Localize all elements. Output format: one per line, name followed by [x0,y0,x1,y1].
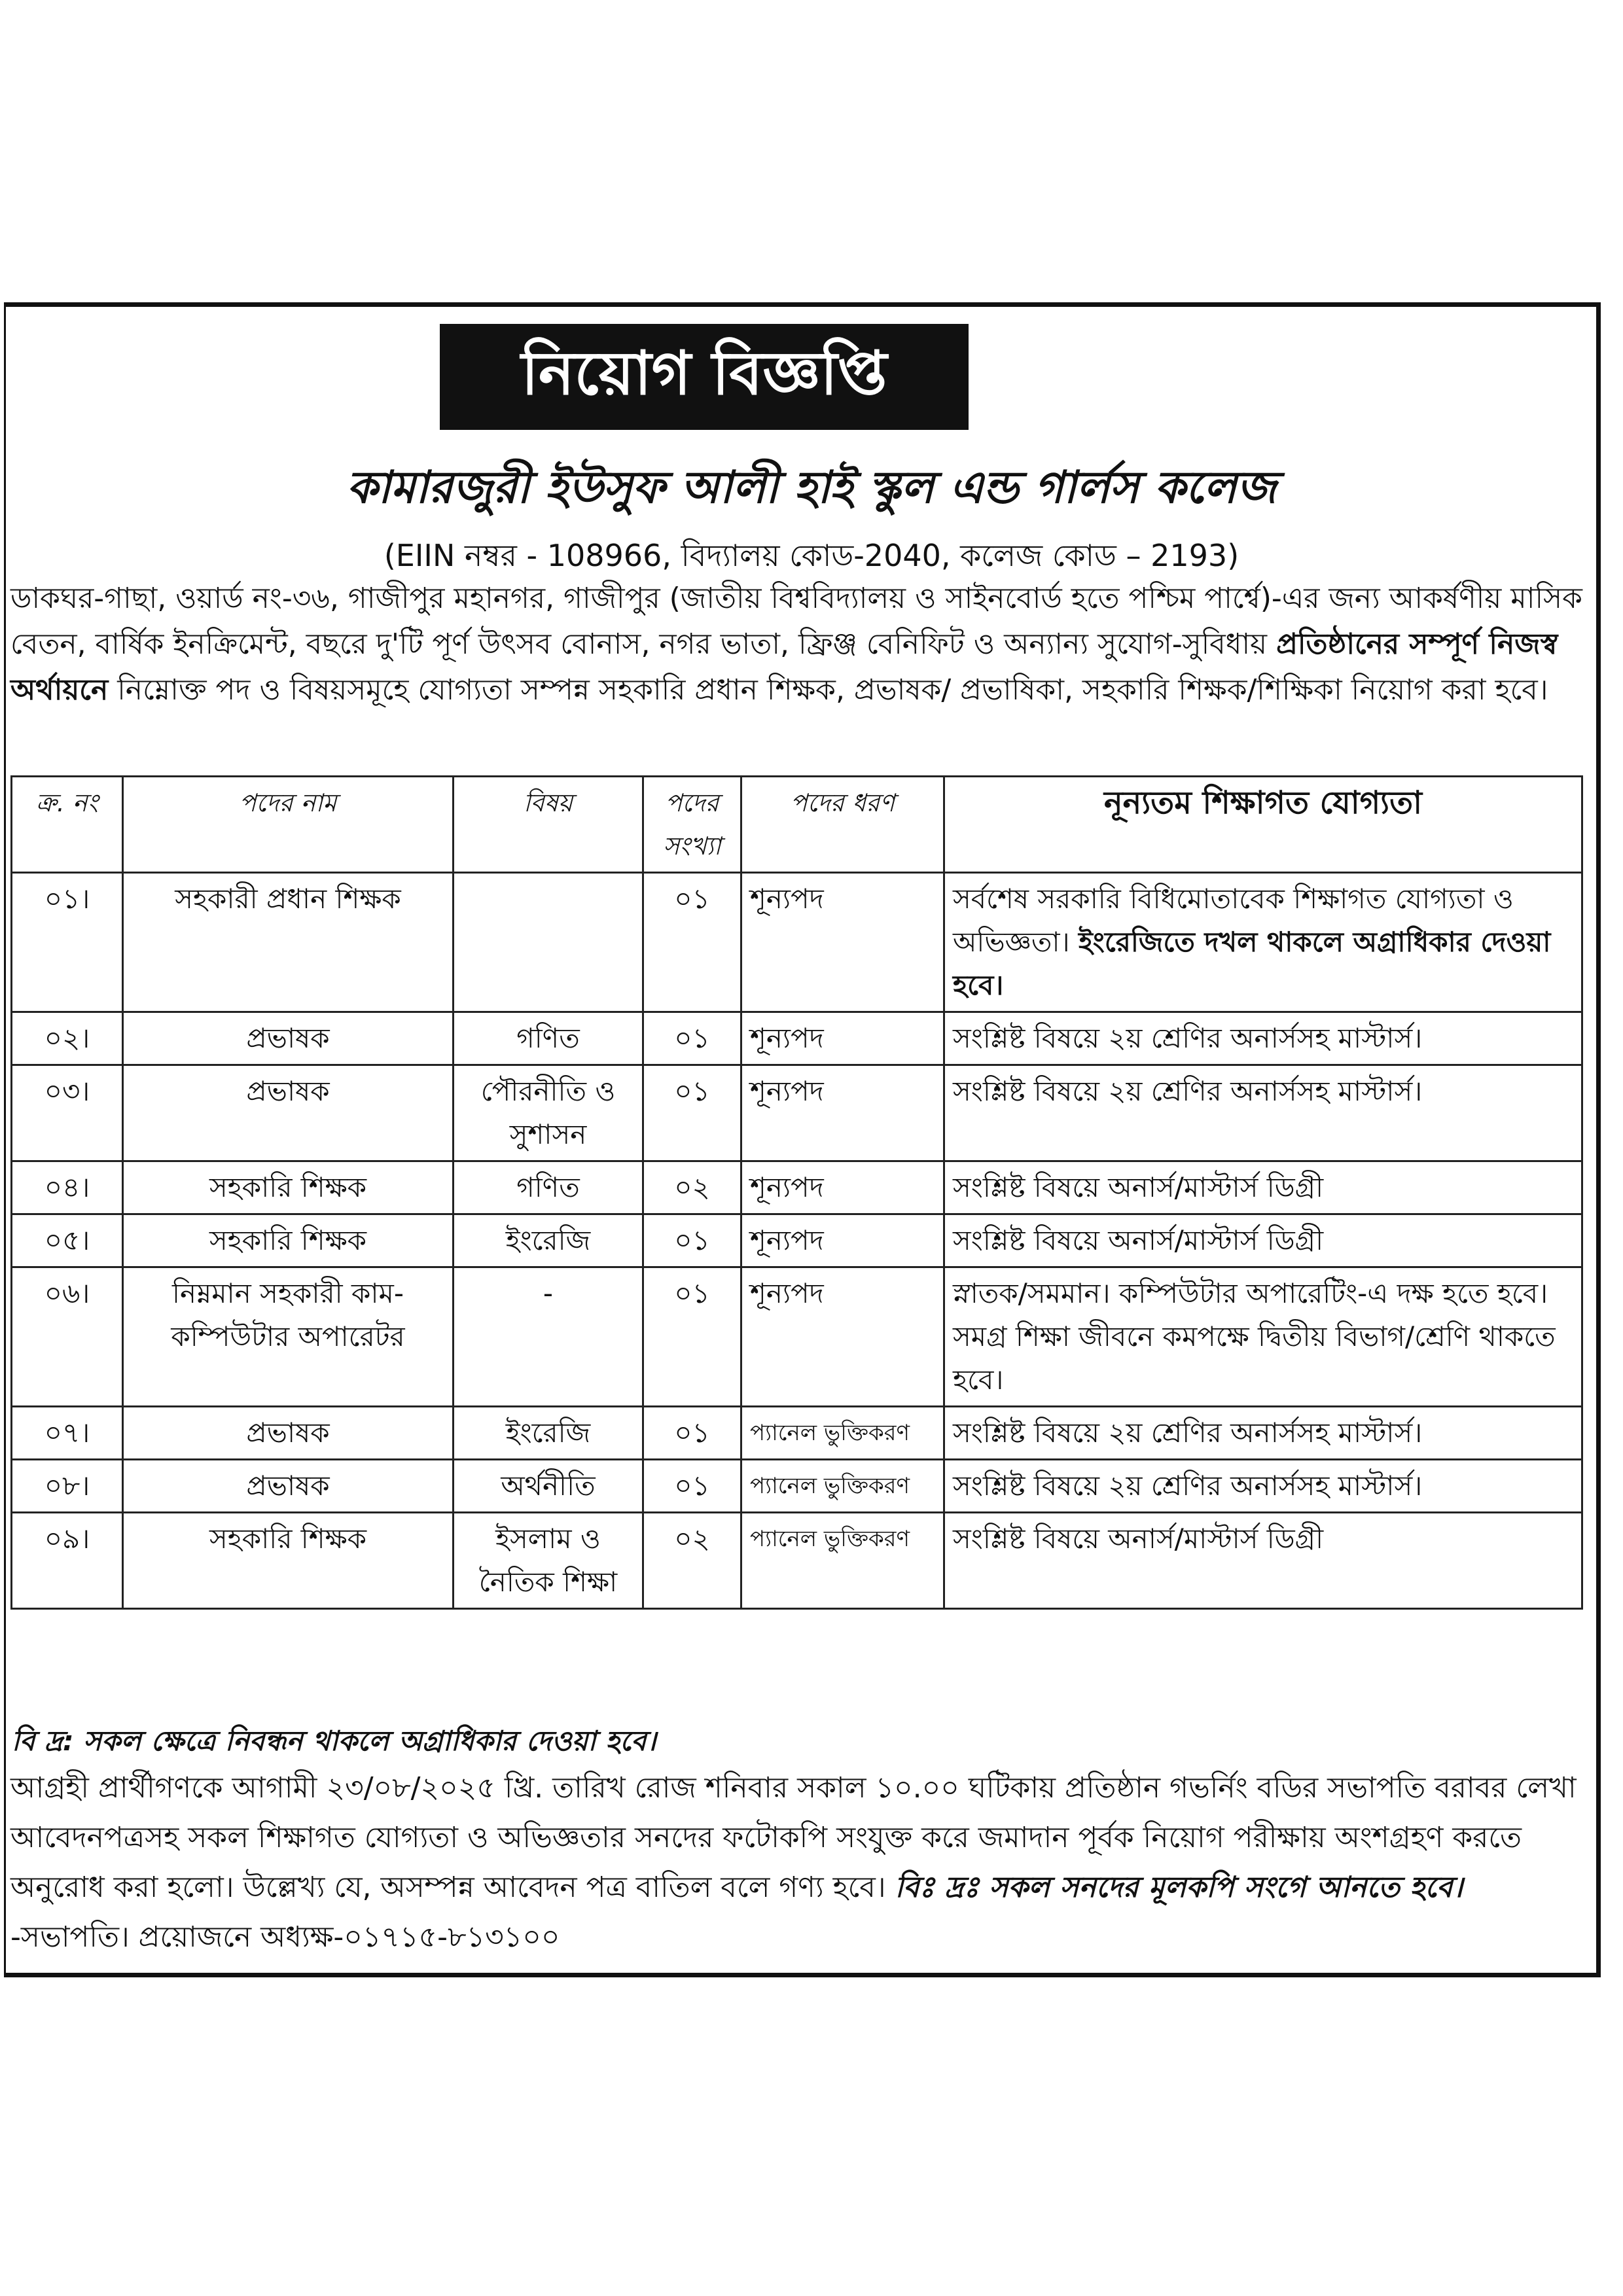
cell-type: শূন্যপদ [741,1267,944,1407]
cell-subject: গণিত [454,1012,643,1065]
table-row [12,873,1582,1012]
qualification-bold-text: ইংরেজিতে দখল থাকলে অগ্রাধিকার দেওয়া হবে। [953,926,1551,1001]
cell-type: শূন্যপদ [741,1065,944,1161]
table-row [12,1267,1582,1407]
cell-type: শূন্যপদ [741,1214,944,1267]
table-header-row [12,777,1582,873]
header-subject: বিষয় [454,777,643,873]
cell-post: প্রভাষক [123,1460,454,1513]
cell-type: শূন্যপদ [741,1012,944,1065]
cell-type: প্যানেল ভুক্তিকরণ [741,1513,944,1609]
intro-text-bold: প্রতিষ্ঠানের সম্পূর্ণ নিজস্ব অর্থায়নে [10,627,1558,707]
cell-qualification [944,873,1582,1012]
header-serial: ক্র. নং [12,777,123,873]
header-post: পদের নাম [123,777,454,873]
closing-italic-note: বিঃ দ্রঃ সকল সনদের মূলকপি সংগে আনতে হবে। [895,1871,1463,1904]
cell-serial: ০৩। [12,1065,123,1161]
table-row [12,1012,1582,1065]
table-row [12,1214,1582,1267]
intro-text-1: ডাকঘর-গাছা, ওয়ার্ড নং-৩৬, গাজীপুর মহানগর, গাজীপুর (জাতীয় বিশ্ববিদ্যালয় ও সাইনবোর্ড হতে পশ্চিম পার্শ্বে)-এর জন্য আকর্ষণীয় মাসিক বেতন, বার্ষিক ইনক্রিমেন্ট, বছরে দু'টি পূর্ণ উৎসব বোনাস, নগর ভাতা, ফ্রিঞ্জ বেনিফিট ও অন্যান্য সুযোগ-সুবিধায় [10,582,1582,661]
cell-post: প্রভাষক [123,1065,454,1161]
cell-qualification: সংশ্লিষ্ট বিষয়ে অনার্স/মাস্টার্স ডিগ্রী [944,1214,1582,1267]
cell-count: ০১ [643,1460,741,1513]
school-name: কামারজুরী ইউসুফ আলী হাই স্কুল এন্ড গার্লস কলেজ [346,462,1277,514]
cell-serial: ০৫। [12,1214,123,1267]
notice-title [440,324,969,430]
cell-subject: পৌরনীতি ও সুশাসন [454,1065,643,1161]
cell-subject: ইংরেজি [454,1214,643,1267]
cell-subject: গণিত [454,1161,643,1214]
table-row [12,1065,1582,1161]
notice-title-text: নিয়োগ বিজ্ঞপ্তি [521,338,887,408]
table-row [12,1161,1582,1214]
cell-serial: ০৪। [12,1161,123,1214]
intro-text-2: নিম্নোক্ত পদ ও বিষয়সমূহে যোগ্যতা সম্পন্ন সহকারি প্রধান শিক্ষক, প্রভাষক/ প্রভাষিকা, সহকারি শিক্ষক/শিক্ষিকা নিয়োগ করা হবে। [108,673,1548,707]
cell-subject [454,873,643,1012]
cell-count: ০২ [643,1161,741,1214]
cell-count: ০১ [643,1065,741,1161]
cell-qualification: সংশ্লিষ্ট বিষয়ে ২য় শ্রেণির অনার্সসহ মাস্টার্স। [944,1407,1582,1460]
cell-type: শূন্যপদ [741,873,944,1012]
cell-qualification: সংশ্লিষ্ট বিষয়ে ২য় শ্রেণির অনার্সসহ মাস্টার্স। [944,1065,1582,1161]
institution-codes: (EIIN নম্বর - 108966, বিদ্যালয় কোড-2040, কলেজ কোড – 2193) [383,538,1240,573]
header-qualification: নূন্যতম শিক্ষাগত যোগ্যতা [944,777,1582,873]
qualification-text: সর্বশেষ সরকারি বিধিমোতাবেক শিক্ষাগত যোগ্যতা ও অভিজ্ঞতা। [953,883,1514,958]
cell-qualification: সংশ্লিষ্ট বিষয়ে ২য় শ্রেণির অনার্সসহ মাস্টার্স। [944,1460,1582,1513]
cell-serial: ০৮। [12,1460,123,1513]
registration-note: বি দ্র: সকল ক্ষেত্রে নিবন্ধন থাকলে অগ্রাধিকার দেওয়া হবে। [12,1725,656,1757]
cell-subject: ইংরেজি [454,1407,643,1460]
cell-qualification: সংশ্লিষ্ট বিষয়ে অনার্স/মাস্টার্স ডিগ্রী [944,1161,1582,1214]
cell-qualification: স্নাতক/সমমান। কম্পিউটার অপারেটিং-এ দক্ষ হতে হবে। সমগ্র শিক্ষা জীবনে কমপক্ষে দ্বিতীয় বিভাগ/শ্রেণি থাকতে হবে। [944,1267,1582,1407]
table-row [12,1460,1582,1513]
cell-serial: ০১। [12,873,123,1012]
cell-subject: ইসলাম ও নৈতিক শিক্ষা [454,1513,643,1609]
cell-subject: - [454,1267,643,1407]
vacancy-table [10,775,1583,1610]
cell-count: ০১ [643,1407,741,1460]
cell-count: ০১ [643,1267,741,1407]
cell-type: প্যানেল ভুক্তিকরণ [741,1460,944,1513]
cell-post: সহকারি শিক্ষক [123,1161,454,1214]
cell-type: শূন্যপদ [741,1161,944,1214]
cell-post: নিম্নমান সহকারী কাম-কম্পিউটার অপারেটর [123,1267,454,1407]
table-row [12,1513,1582,1609]
closing-text-1: আগ্রহী প্রার্থীগণকে আগামী ২৩/০৮/২০২৫ খ্রি. তারিখ রোজ শনিবার সকাল ১০.০০ ঘটিকায় প্রতিষ্ঠান গভর্নিং বডির সভাপতি বরাবর লেখা আবেদনপত্রসহ সকল শিক্ষাগত যোগ্যতা ও অভিজ্ঞতার সনদের ফটোকপি সংযুক্ত করে জমাদান পূর্বক নিয়োগ পরীক্ষায় অংশগ্রহণ করতে অনুরোধ করা হলো। উল্লেখ্য যে, অসম্পন্ন আবেদন পত্র বাতিল বলে গণ্য হবে। [10,1771,1577,1904]
cell-qualification: সংশ্লিষ্ট বিষয়ে অনার্স/মাস্টার্স ডিগ্রী [944,1513,1582,1609]
cell-type: প্যানেল ভুক্তিকরণ [741,1407,944,1460]
cell-count: ০১ [643,1012,741,1065]
cell-serial: ০৯। [12,1513,123,1609]
cell-count: ০২ [643,1513,741,1609]
cell-serial: ০২। [12,1012,123,1065]
cell-post: প্রভাষক [123,1012,454,1065]
cell-count: ০১ [643,873,741,1012]
cell-post: সহকারি শিক্ষক [123,1214,454,1267]
cell-qualification: সংশ্লিষ্ট বিষয়ে ২য় শ্রেণির অনার্সসহ মাস্টার্স। [944,1012,1582,1065]
header-count: পদের সংখ্যা [643,777,741,873]
cell-serial: ০৭। [12,1407,123,1460]
closing-text-2: -সভাপতি। প্রয়োজনে অধ্যক্ষ-০১৭১৫-৮১৩১০০ [10,1920,560,1954]
cell-post: প্রভাষক [123,1407,454,1460]
cell-serial: ০৬। [12,1267,123,1407]
cell-subject: অর্থনীতি [454,1460,643,1513]
table-row [12,1407,1582,1460]
intro-paragraph [10,576,1588,713]
closing-paragraph [10,1763,1588,1962]
header-type: পদের ধরণ [741,777,944,873]
cell-post: সহকারি শিক্ষক [123,1513,454,1609]
cell-count: ০১ [643,1214,741,1267]
cell-post: সহকারী প্রধান শিক্ষক [123,873,454,1012]
